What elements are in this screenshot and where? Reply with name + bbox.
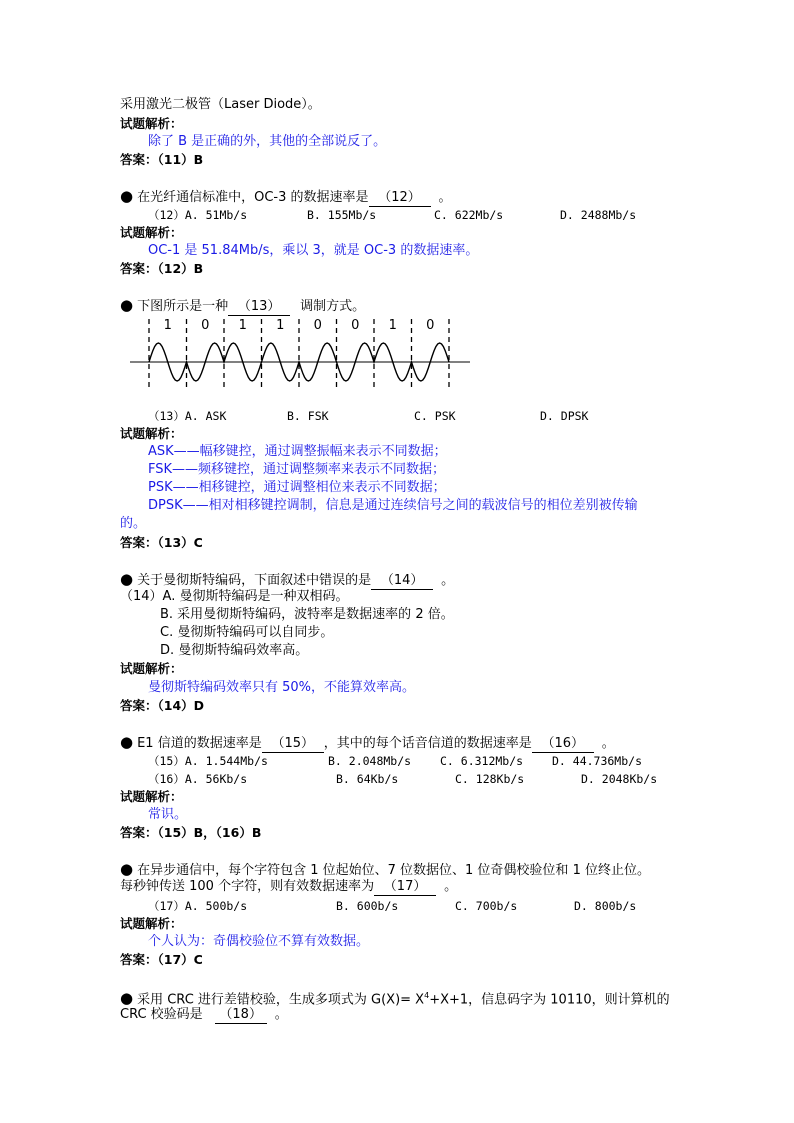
q13-analysis-line: ASK——幅移键控，通过调整振幅来表示不同数据； [148, 444, 447, 459]
q14-analysis-text: 曼彻斯特编码效率只有 50%，不能算效率高。 [148, 680, 416, 695]
q16-option-b: B. 64Kb/s [336, 772, 399, 786]
q13-blank: （13） [228, 299, 290, 316]
q12-option-d: D. 2488Mb/s [560, 208, 637, 222]
q18-stem-line2: CRC 校验码是 （18） 。 [120, 1007, 288, 1022]
q12-analysis-text: OC-1 是 51.84Mb/s，乘以 3，就是 OC-3 的数据速率。 [148, 243, 479, 258]
q16-option-c: C. 128Kb/s [455, 772, 525, 786]
q15-answer: 答案：（15）B，（16）B [120, 825, 262, 840]
q11-tail-line: 采用激光二极管（Laser Diode）。 [120, 97, 321, 112]
q17-answer: 答案：（17）C [120, 952, 203, 967]
q17-blank: （17） [374, 879, 436, 896]
q17-analysis-label: 试题解析： [120, 916, 183, 931]
q13-analysis-line: FSK——频移键控，通过调整频率来表示不同数据； [148, 462, 446, 477]
psk-waveform-diagram [125, 315, 475, 390]
q13-analysis-label: 试题解析： [120, 426, 183, 441]
q15-option-d: D. 44.736Mb/s [552, 754, 643, 768]
q15-analysis-label: 试题解析： [120, 789, 183, 804]
bit-dividers [149, 319, 449, 387]
q13-answer: 答案：（13）C [120, 535, 203, 550]
q15-blank: （15） [262, 736, 324, 753]
q13-option-d: D. DPSK [540, 409, 589, 423]
q14-stem: ● 关于曼彻斯特编码，下面叙述中错误的是 （14） 。 [120, 570, 455, 588]
bit-label: 0 [426, 318, 435, 333]
q13-analysis-line: PSK——相移键控，通过调整相位来表示不同数据； [148, 480, 446, 495]
bullet-icon: ● [120, 570, 134, 588]
q17-option-a: （17）A. 500b/s [148, 899, 248, 913]
q11-answer: 答案：（11）B [120, 152, 204, 167]
q13-analysis-line: DPSK——相对相移键控调制，信息是通过连续信号之间的载波信号的相位差别被传输 [148, 498, 638, 513]
q12-option-a: （12）A. 51Mb/s [148, 208, 248, 222]
q16-blank: （16） [532, 736, 594, 753]
q11-analysis-label: 试题解析： [120, 116, 183, 131]
q14-option-d: D. 曼彻斯特编码效率高。 [160, 643, 309, 658]
q13-option-b: B. FSK [287, 409, 329, 423]
q15-option-b: B. 2.048Mb/s [328, 754, 412, 768]
q14-answer: 答案：（14）D [120, 698, 205, 713]
bullet-icon: ● [120, 296, 134, 314]
q12-option-b: B. 155Mb/s [307, 208, 377, 222]
q13-stem: ● 下图所示是一种 （13） 调制方式。 [120, 296, 366, 314]
q16-option-d: D. 2048Kb/s [581, 772, 658, 786]
q13-option-c: C. PSK [414, 409, 456, 423]
bullet-icon: ● [120, 187, 134, 205]
q17-stem-line1: ● 在异步通信中，每个字符包含 1 位起始位、7 位数据位、1 位奇偶校验位和 1 位终止位。 [120, 860, 650, 878]
q14-option-c: C. 曼彻斯特编码可以自同步。 [160, 625, 334, 640]
bullet-icon: ● [120, 989, 134, 1008]
q17-option-b: B. 600b/s [336, 899, 399, 913]
q12-option-c: C. 622Mb/s [434, 208, 504, 222]
q14-option-a: （14）A. 曼彻斯特编码是一种双相码。 [120, 589, 349, 604]
bit-label: 1 [388, 318, 397, 333]
q11-analysis-text: 除了 B 是正确的外，其他的全部说反了。 [148, 134, 387, 149]
q17-stem-line2: 每秒钟传送 100 个字符，则有效数据速率为 （17） 。 [120, 879, 458, 894]
q18-stem-line1: ● 采用 CRC 进行差错校验，生成多项式为 $G(X)= X^4+X+1$，信息码字为 10110，则计算机的 [120, 989, 670, 1008]
q13-analysis-line: 的。 [120, 516, 147, 531]
bullet-icon: ● [120, 733, 134, 751]
q12-blank: （12） [369, 190, 431, 207]
q14-blank: （14） [371, 573, 433, 590]
q16-option-a: （16）A. 56Kb/s [148, 772, 248, 786]
bit-label: 0 [201, 318, 210, 333]
q15-analysis-text: 常识。 [148, 807, 188, 822]
q15-stem: ● E1 信道的数据速率是 （15） ，其中的每个话音信道的数据速率是 （16） 。 [120, 733, 615, 751]
bullet-icon: ● [120, 860, 134, 878]
q12-stem: ● 在光纤通信标准中，OC-3 的数据速率是 （12） 。 [120, 187, 452, 205]
bit-label: 0 [313, 318, 322, 333]
q13-option-a: （13）A. ASK [148, 409, 227, 423]
bit-label: 0 [351, 318, 360, 333]
bit-label: 1 [276, 318, 285, 333]
bit-label: 1 [163, 318, 172, 333]
q18-blank: （18） [215, 1007, 267, 1024]
q15-option-a: （15）A. 1.544Mb/s [148, 754, 268, 768]
q17-option-c: C. 700b/s [455, 899, 518, 913]
q14-analysis-label: 试题解析： [120, 661, 183, 676]
q14-option-b: B. 采用曼彻斯特编码，波特率是数据速率的 2 倍。 [160, 607, 454, 622]
q17-option-d: D. 800b/s [574, 899, 637, 913]
q17-analysis-text: 个人认为：奇偶校验位不算有效数据。 [148, 934, 370, 949]
q12-analysis-label: 试题解析： [120, 225, 183, 240]
q12-answer: 答案：（12）B [120, 261, 204, 276]
bit-label: 1 [238, 318, 247, 333]
q15-option-c: C. 6.312Mb/s [440, 754, 524, 768]
